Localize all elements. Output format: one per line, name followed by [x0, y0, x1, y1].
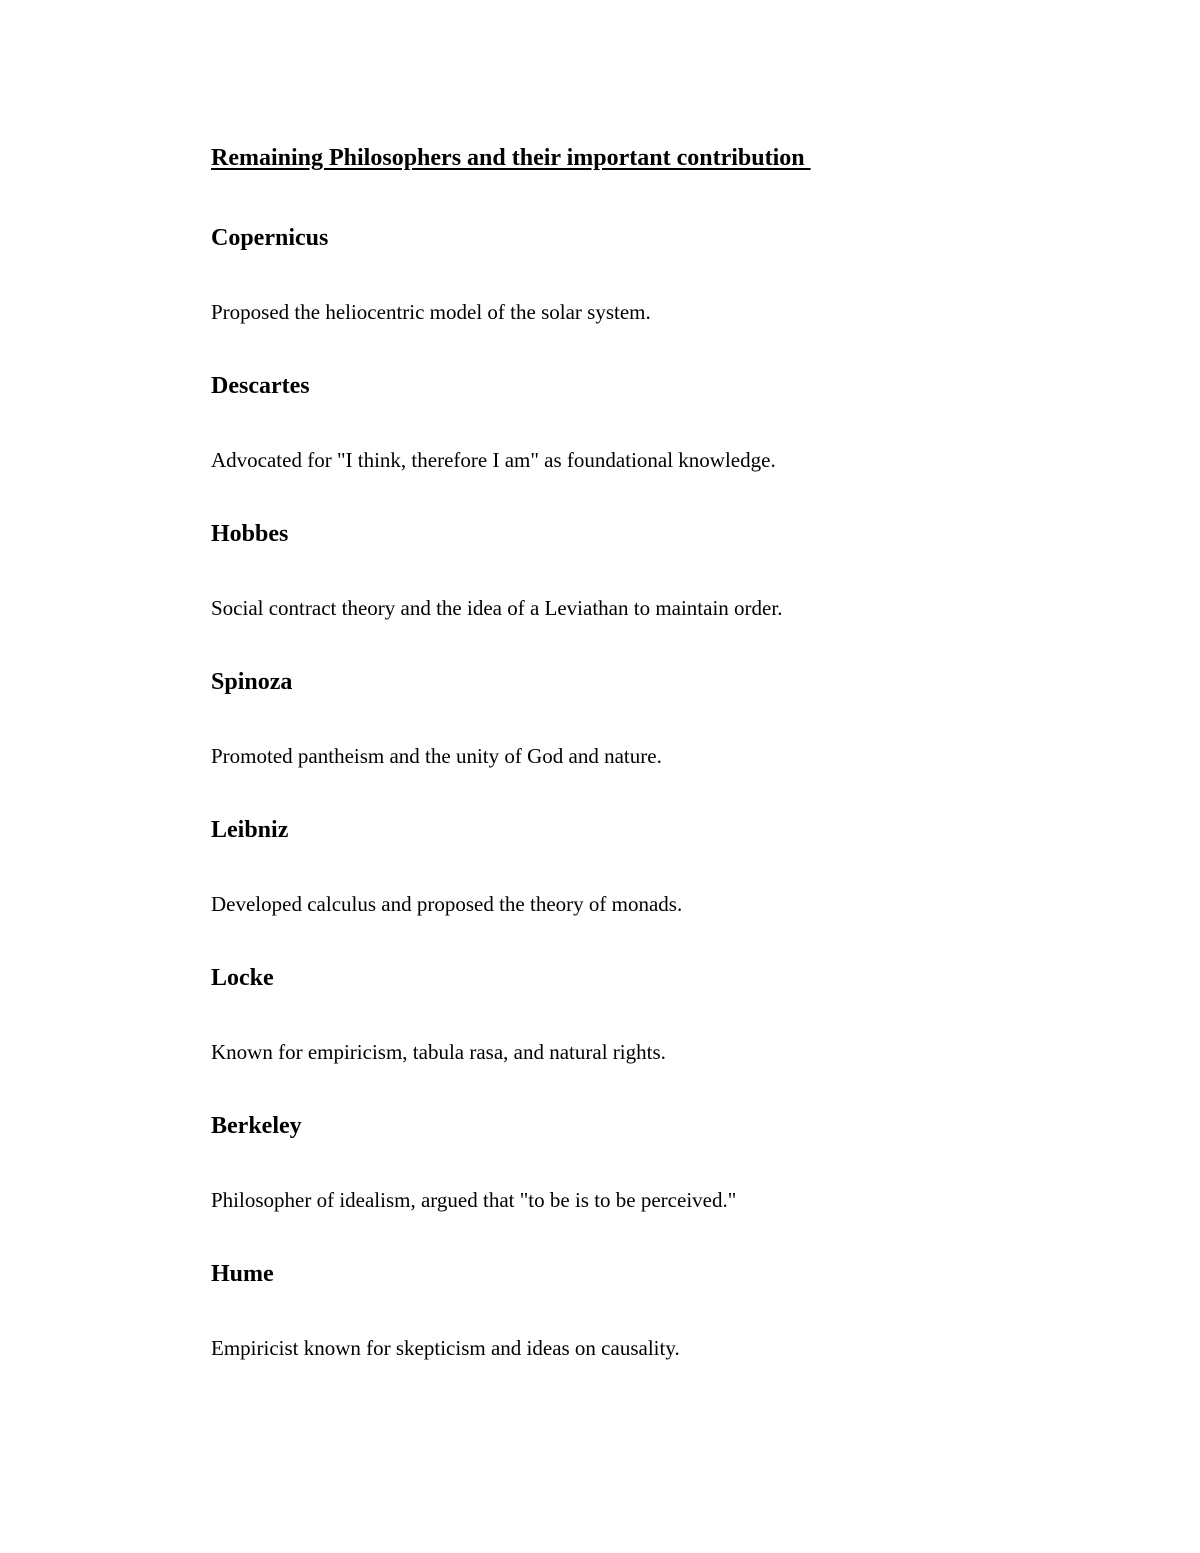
philosopher-contribution: Promoted pantheism and the unity of God and nature. [211, 744, 662, 768]
philosopher-name: Copernicus [211, 225, 329, 251]
philosopher-name: Spinoza [211, 669, 293, 695]
philosopher-entry-hobbes [211, 518, 1111, 666]
philosopher-contribution: Proposed the heliocentric model of the solar system. [211, 300, 651, 324]
philosopher-entry-descartes [211, 370, 1111, 518]
document-title: Remaining Philosophers and their important contribution [211, 145, 811, 171]
philosopher-contribution: Social contract theory and the idea of a Leviathan to maintain order. [211, 596, 783, 620]
philosopher-name: Locke [211, 965, 274, 991]
philosopher-entry-hume [211, 1258, 1111, 1406]
philosopher-name: Berkeley [211, 1113, 302, 1139]
philosopher-name: Descartes [211, 373, 310, 399]
philosopher-entry-spinoza [211, 666, 1111, 814]
philosopher-contribution: Philosopher of idealism, argued that "to be is to be perceived." [211, 1188, 737, 1212]
philosopher-name: Hume [211, 1261, 274, 1287]
philosopher-name: Leibniz [211, 817, 289, 843]
philosopher-entry-copernicus [211, 222, 1111, 370]
philosopher-entry-locke [211, 962, 1111, 1110]
philosopher-entry-berkeley [211, 1110, 1111, 1258]
philosopher-list [211, 222, 1111, 1406]
philosopher-entry-leibniz [211, 814, 1111, 962]
philosopher-contribution: Developed calculus and proposed the theory of monads. [211, 892, 683, 916]
philosopher-name: Hobbes [211, 521, 289, 547]
philosopher-contribution: Empiricist known for skepticism and ideas on causality. [211, 1336, 680, 1360]
philosopher-contribution: Known for empiricism, tabula rasa, and natural rights. [211, 1040, 666, 1064]
philosopher-contribution: Advocated for "I think, therefore I am" as foundational knowledge. [211, 448, 776, 472]
